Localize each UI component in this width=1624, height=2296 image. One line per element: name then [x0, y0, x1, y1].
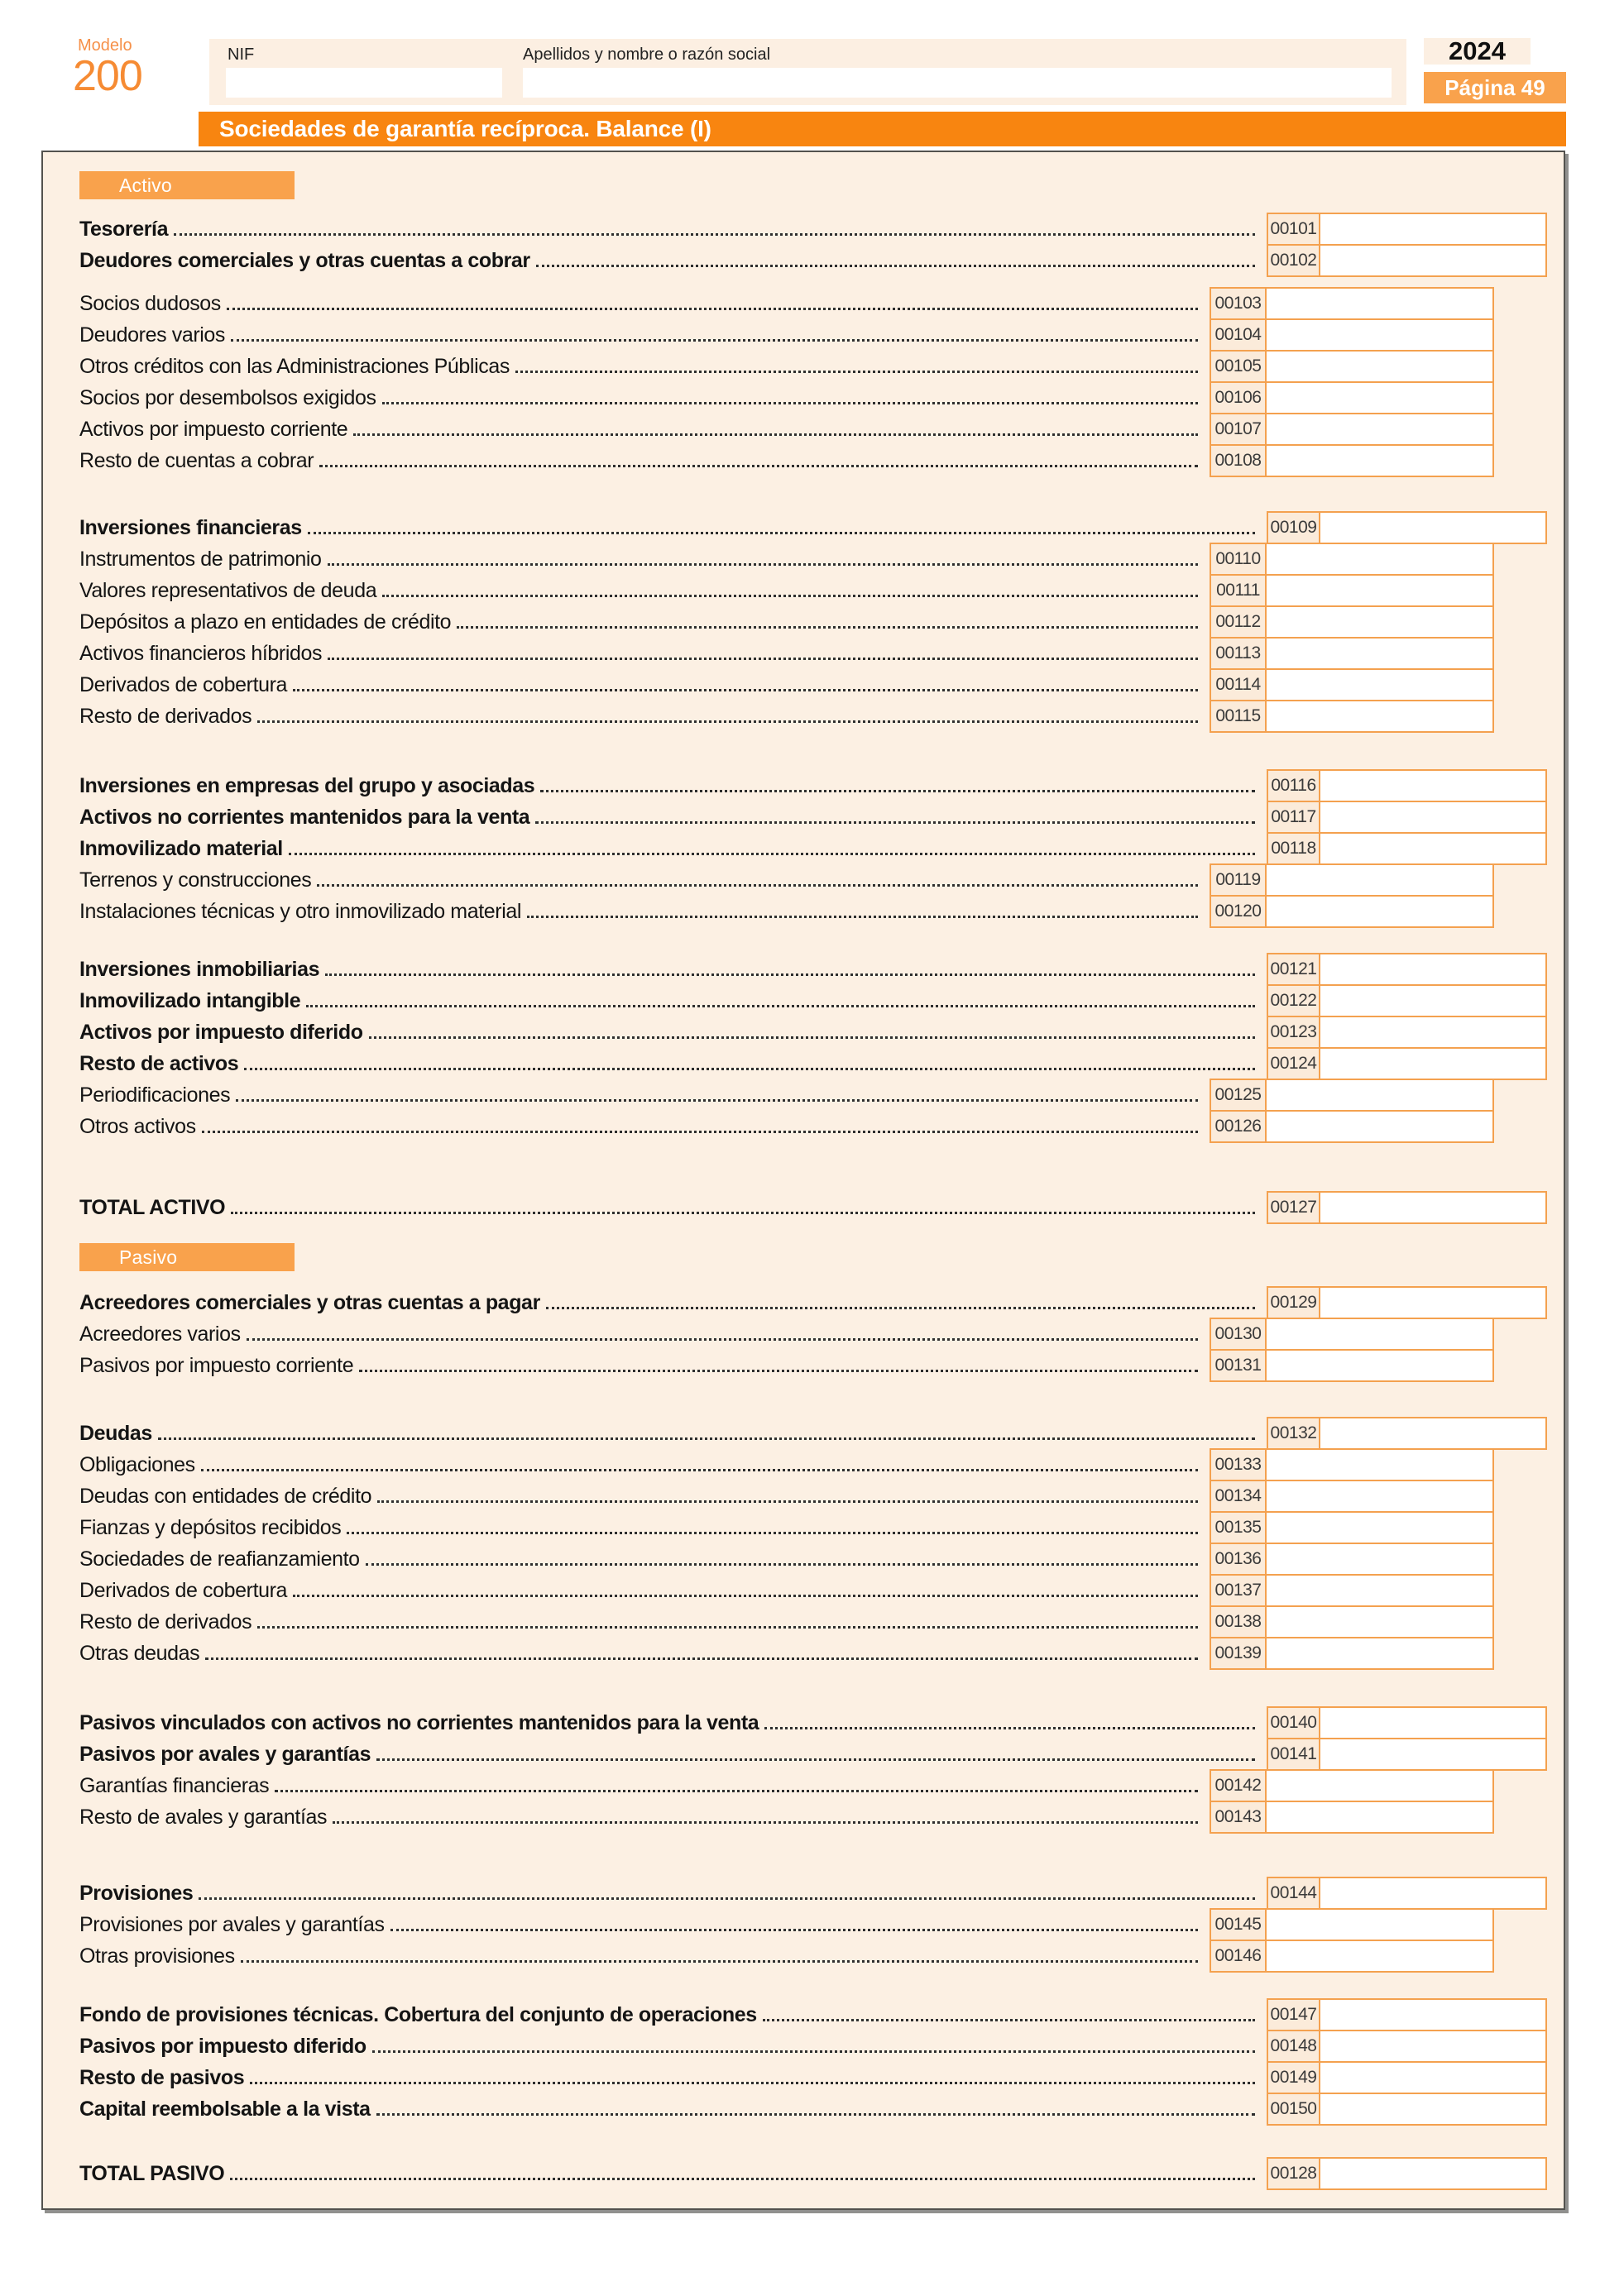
code-cell: 00134: [1210, 1480, 1267, 1513]
balance-row: [43, 668, 1564, 701]
code-cell: 00130: [1210, 1318, 1267, 1351]
dotted-leader: [293, 689, 1198, 691]
dotted-leader: [347, 1532, 1198, 1534]
form-title-banner: Sociedades de garantía recíproca. Balance (I): [199, 112, 1566, 146]
dotted-leader: [227, 308, 1198, 310]
code-cell: 00141: [1267, 1738, 1320, 1771]
row-label: Provisiones: [79, 1881, 194, 1905]
code-cell: 00106: [1210, 381, 1267, 414]
dotted-leader: [293, 1595, 1198, 1597]
row-label: Activos por impuesto corriente: [79, 417, 348, 441]
dotted-leader: [353, 433, 1198, 436]
row-label: Garantías financieras: [79, 1773, 270, 1797]
code-cell: 00137: [1210, 1574, 1267, 1607]
row-label: Deudores varios: [79, 323, 226, 347]
value-input[interactable]: [1320, 1016, 1547, 1049]
row-label: Activos por impuesto diferido: [79, 1020, 363, 1044]
value-input[interactable]: [1267, 444, 1494, 477]
row-label: Instalaciones técnicas y otro inmovilizado material: [79, 899, 522, 923]
dotted-leader: [382, 595, 1198, 597]
row-label: Acreedores comerciales y otras cuentas a pagar: [79, 1290, 540, 1314]
value-input[interactable]: [1320, 2157, 1547, 2190]
balance-row: [43, 574, 1564, 607]
code-cell: 00140: [1267, 1706, 1320, 1739]
row-label: Inmovilizado intangible: [79, 988, 301, 1012]
value-input[interactable]: [1267, 574, 1494, 607]
value-input[interactable]: [1267, 1908, 1494, 1941]
balance-row: [43, 1801, 1564, 1834]
name-label: Apellidos y nombre o razón social: [523, 45, 771, 64]
value-input[interactable]: [1267, 605, 1494, 639]
value-input[interactable]: [1267, 543, 1494, 576]
balance-row: [43, 213, 1564, 246]
value-input[interactable]: [1320, 213, 1547, 246]
code-cell: 00119: [1210, 863, 1267, 897]
balance-row: [43, 1016, 1564, 1049]
row-label: Deudores comerciales y otras cuentas a cobrar: [79, 248, 530, 272]
code-cell: 00150: [1267, 2093, 1320, 2126]
row-group: [43, 1417, 1564, 1670]
dotted-leader: [546, 1307, 1255, 1309]
value-input[interactable]: [1320, 2030, 1547, 2063]
value-input[interactable]: [1320, 1417, 1547, 1450]
code-cell: 00122: [1267, 984, 1320, 1017]
value-input[interactable]: [1320, 1706, 1547, 1739]
balance-row: [43, 984, 1564, 1017]
row-label: Socios dudosos: [79, 291, 221, 315]
balance-row: [43, 543, 1564, 576]
dotted-leader: [231, 339, 1198, 342]
row-label: Fianzas y depósitos recibidos: [79, 1515, 342, 1539]
balance-row: [43, 1998, 1564, 2031]
row-label: Pasivos por impuesto corriente: [79, 1353, 354, 1377]
value-input[interactable]: [1267, 1448, 1494, 1481]
dotted-leader: [241, 1960, 1198, 1963]
balance-row: [43, 1480, 1564, 1513]
row-group: [43, 2157, 1564, 2190]
value-input[interactable]: [1267, 1079, 1494, 1112]
value-input[interactable]: [1320, 1191, 1547, 1224]
value-input[interactable]: [1320, 984, 1547, 1017]
value-input[interactable]: [1267, 1801, 1494, 1834]
row-label: Resto de pasivos: [79, 2065, 245, 2089]
code-cell: 00132: [1267, 1417, 1320, 1450]
row-group: [43, 1998, 1564, 2126]
form-body: [43, 171, 1564, 2190]
row-label: Sociedades de reafianzamiento: [79, 1547, 360, 1571]
row-label: Otras deudas: [79, 1641, 200, 1665]
dotted-leader: [527, 916, 1198, 918]
row-label: Tesorería: [79, 217, 169, 241]
code-cell: 00127: [1267, 1191, 1320, 1224]
dotted-leader: [515, 371, 1198, 373]
balance-row: [43, 1605, 1564, 1638]
value-input[interactable]: [1320, 1877, 1547, 1910]
row-group: [43, 1877, 1564, 1973]
balance-row: [43, 1574, 1564, 1607]
value-input[interactable]: [1267, 413, 1494, 446]
value-input[interactable]: [1267, 700, 1494, 733]
value-input[interactable]: [1267, 1574, 1494, 1607]
balance-row: [43, 1047, 1564, 1080]
balance-row: [43, 350, 1564, 383]
page-number-badge: Página 49: [1424, 72, 1566, 103]
row-label: Derivados de cobertura: [79, 672, 288, 696]
dotted-leader: [376, 2113, 1255, 2116]
value-input[interactable]: [1267, 1511, 1494, 1544]
balance-row: [43, 1940, 1564, 1973]
name-input[interactable]: [523, 68, 1392, 98]
value-input[interactable]: [1267, 287, 1494, 320]
dotted-leader: [457, 626, 1198, 629]
value-input[interactable]: [1320, 2061, 1547, 2094]
dotted-leader: [199, 1897, 1255, 1900]
row-label: Inversiones inmobiliarias: [79, 957, 320, 981]
balance-row: [43, 413, 1564, 446]
value-input[interactable]: [1267, 350, 1494, 383]
dotted-leader: [536, 265, 1255, 267]
value-input[interactable]: [1320, 832, 1547, 865]
dotted-leader: [535, 821, 1255, 824]
dotted-leader: [763, 2019, 1255, 2021]
dotted-leader: [390, 1929, 1198, 1931]
code-cell: 00103: [1210, 287, 1267, 320]
code-cell: 00112: [1210, 605, 1267, 639]
dotted-leader: [202, 1131, 1198, 1133]
balance-row: [43, 1349, 1564, 1382]
balance-row: [43, 381, 1564, 414]
modelo-number: 200: [73, 52, 142, 100]
code-cell: 00101: [1267, 213, 1320, 246]
row-label: Periodificaciones: [79, 1083, 231, 1107]
dotted-leader: [275, 1790, 1198, 1792]
code-cell: 00118: [1267, 832, 1320, 865]
nif-input[interactable]: [226, 68, 502, 98]
dotted-leader: [376, 1758, 1255, 1761]
dotted-leader: [231, 1212, 1255, 1214]
dotted-leader: [540, 790, 1255, 792]
code-cell: 00139: [1210, 1637, 1267, 1670]
row-group: [43, 1706, 1564, 1834]
row-group: [43, 511, 1564, 733]
dotted-leader: [247, 1338, 1198, 1341]
dotted-leader: [369, 1036, 1255, 1039]
value-input[interactable]: [1320, 1047, 1547, 1080]
code-cell: 00102: [1267, 244, 1320, 277]
dotted-leader: [317, 884, 1198, 887]
row-label: Capital reembolsable a la vista: [79, 2097, 371, 2121]
row-label: Derivados de cobertura: [79, 1578, 288, 1602]
balance-row: [43, 1877, 1564, 1910]
code-cell: 00120: [1210, 895, 1267, 928]
row-label: Pasivos vinculados con activos no corrientes mantenidos para la venta: [79, 1710, 759, 1734]
balance-row: [43, 832, 1564, 865]
code-cell: 00117: [1267, 801, 1320, 834]
balance-row: [43, 2061, 1564, 2094]
value-input[interactable]: [1320, 1286, 1547, 1319]
code-cell: 00125: [1210, 1079, 1267, 1112]
row-label: Socios por desembolsos exigidos: [79, 385, 376, 409]
dotted-leader: [319, 465, 1198, 467]
balance-form-panel: [41, 151, 1565, 2210]
row-label: Otros créditos con las Administraciones Públicas: [79, 354, 510, 378]
balance-row: [43, 2157, 1564, 2190]
row-label: Activos no corrientes mantenidos para la venta: [79, 805, 530, 829]
code-cell: 00121: [1267, 953, 1320, 986]
row-label: Deudas: [79, 1421, 152, 1445]
value-input[interactable]: [1320, 1738, 1547, 1771]
balance-row: [43, 637, 1564, 670]
balance-row: [43, 1286, 1564, 1319]
dotted-leader: [201, 1469, 1198, 1471]
balance-row: [43, 444, 1564, 477]
balance-row: [43, 1511, 1564, 1544]
value-input[interactable]: [1320, 801, 1547, 834]
dotted-leader: [158, 1437, 1255, 1440]
balance-row: [43, 1543, 1564, 1576]
code-cell: 00145: [1210, 1908, 1267, 1941]
code-cell: 00109: [1267, 511, 1320, 544]
row-label: Deudas con entidades de crédito: [79, 1484, 372, 1508]
row-group: [43, 769, 1564, 928]
code-cell: 00148: [1267, 2030, 1320, 2063]
dotted-leader: [257, 720, 1198, 723]
dotted-leader: [764, 1727, 1255, 1729]
dotted-leader: [308, 532, 1255, 534]
balance-row: [43, 1908, 1564, 1941]
code-cell: 00124: [1267, 1047, 1320, 1080]
balance-row: [43, 1637, 1564, 1670]
code-cell: 00143: [1210, 1801, 1267, 1834]
dotted-leader: [250, 2082, 1255, 2084]
code-cell: 00116: [1267, 769, 1320, 802]
balance-row: [43, 1191, 1564, 1224]
dotted-leader: [382, 402, 1198, 404]
value-input[interactable]: [1320, 953, 1547, 986]
value-input[interactable]: [1267, 668, 1494, 701]
row-group: [43, 213, 1564, 277]
dotted-leader: [257, 1626, 1198, 1629]
row-group: [43, 1286, 1564, 1382]
dotted-leader: [205, 1657, 1198, 1660]
dotted-leader: [366, 1563, 1198, 1566]
balance-row: [43, 1769, 1564, 1802]
code-cell: 00128: [1267, 2157, 1320, 2190]
balance-row: [43, 700, 1564, 733]
code-cell: 00129: [1267, 1286, 1320, 1319]
code-cell: 00105: [1210, 350, 1267, 383]
row-label: Inmovilizado material: [79, 836, 283, 860]
code-cell: 00104: [1210, 318, 1267, 352]
row-label: Fondo de provisiones técnicas. Cobertura del conjunto de operaciones: [79, 2002, 757, 2026]
balance-row: [43, 318, 1564, 352]
value-input[interactable]: [1320, 1998, 1547, 2031]
value-input[interactable]: [1267, 1940, 1494, 1973]
code-cell: 00144: [1267, 1877, 1320, 1910]
code-cell: 00110: [1210, 543, 1267, 576]
row-label: TOTAL PASIVO: [79, 2161, 225, 2185]
row-label: Otros activos: [79, 1114, 196, 1138]
dotted-leader: [333, 1821, 1198, 1824]
row-label: Otras provisiones: [79, 1944, 235, 1968]
value-input[interactable]: [1267, 637, 1494, 670]
dotted-leader: [328, 658, 1198, 660]
dotted-leader: [289, 853, 1255, 855]
value-input[interactable]: [1320, 769, 1547, 802]
balance-row: [43, 769, 1564, 802]
code-cell: 00147: [1267, 1998, 1320, 2031]
balance-row: [43, 2093, 1564, 2126]
dotted-leader: [236, 1099, 1198, 1102]
code-cell: 00115: [1210, 700, 1267, 733]
code-cell: 00149: [1267, 2061, 1320, 2094]
row-label: Valores representativos de deuda: [79, 578, 377, 602]
row-label: Pasivos por avales y garantías: [79, 1742, 371, 1766]
code-cell: 00107: [1210, 413, 1267, 446]
code-cell: 00108: [1210, 444, 1267, 477]
value-input[interactable]: [1267, 1637, 1494, 1670]
balance-row: [43, 801, 1564, 834]
value-input[interactable]: [1267, 1543, 1494, 1576]
balance-row: [43, 605, 1564, 639]
row-label: Inversiones en empresas del grupo y asociadas: [79, 773, 535, 797]
code-cell: 00133: [1210, 1448, 1267, 1481]
value-input[interactable]: [1267, 1605, 1494, 1638]
dotted-leader: [328, 563, 1198, 566]
row-label: Depósitos a plazo en entidades de crédito: [79, 610, 452, 634]
row-label: Instrumentos de patrimonio: [79, 547, 322, 571]
row-label: Resto de activos: [79, 1051, 239, 1075]
code-cell: 00113: [1210, 637, 1267, 670]
value-input[interactable]: [1267, 318, 1494, 352]
value-input[interactable]: [1267, 1769, 1494, 1802]
row-label: Resto de cuentas a cobrar: [79, 448, 314, 472]
value-input[interactable]: [1267, 381, 1494, 414]
balance-row: [43, 953, 1564, 986]
row-label: TOTAL ACTIVO: [79, 1195, 226, 1219]
dotted-leader: [325, 973, 1255, 976]
row-label: Inversiones financieras: [79, 515, 302, 539]
row-label: Pasivos por impuesto diferido: [79, 2034, 366, 2058]
balance-row: [43, 895, 1564, 928]
code-cell: 00146: [1210, 1940, 1267, 1973]
row-label: Terrenos y construcciones: [79, 868, 312, 892]
row-group: [43, 287, 1564, 477]
code-cell: 00135: [1210, 1511, 1267, 1544]
value-input[interactable]: [1320, 511, 1547, 544]
value-input[interactable]: [1267, 895, 1494, 928]
balance-row: [43, 1079, 1564, 1112]
value-input[interactable]: [1267, 1110, 1494, 1143]
dotted-leader: [244, 1068, 1255, 1070]
row-label: Activos financieros híbridos: [79, 641, 323, 665]
balance-row: [43, 511, 1564, 544]
year-box: 2024: [1424, 38, 1531, 65]
dotted-leader: [174, 233, 1255, 236]
value-input[interactable]: [1320, 244, 1547, 277]
dotted-leader: [359, 1370, 1198, 1372]
row-label: Obligaciones: [79, 1452, 195, 1476]
code-cell: 00111: [1210, 574, 1267, 607]
balance-row: [43, 1448, 1564, 1481]
balance-row: [43, 1110, 1564, 1143]
balance-row: [43, 2030, 1564, 2063]
code-cell: 00123: [1267, 1016, 1320, 1049]
code-cell: 00142: [1210, 1769, 1267, 1802]
nif-label: NIF: [228, 45, 255, 64]
dotted-leader: [306, 1005, 1255, 1007]
balance-row: [43, 1738, 1564, 1771]
code-cell: 00114: [1210, 668, 1267, 701]
balance-row: [43, 1417, 1564, 1450]
balance-row: [43, 287, 1564, 320]
code-cell: 00131: [1210, 1349, 1267, 1382]
balance-row: [43, 863, 1564, 897]
section-badge-pasivo: Pasivo: [79, 1243, 295, 1271]
row-group: [43, 953, 1564, 1143]
section-badge-activo: Activo: [79, 171, 295, 199]
dotted-leader: [377, 1500, 1198, 1503]
balance-row: [43, 244, 1564, 277]
code-cell: 00126: [1210, 1110, 1267, 1143]
value-input[interactable]: [1267, 1349, 1494, 1382]
code-cell: 00138: [1210, 1605, 1267, 1638]
row-label: Resto de derivados: [79, 1610, 252, 1634]
modelo-label: Modelo: [78, 36, 132, 55]
balance-row: [43, 1318, 1564, 1351]
value-input[interactable]: [1267, 1480, 1494, 1513]
row-label: Resto de avales y garantías: [79, 1805, 328, 1829]
value-input[interactable]: [1267, 1318, 1494, 1351]
row-label: Provisiones por avales y garantías: [79, 1912, 385, 1936]
row-group: [43, 1191, 1564, 1224]
value-input[interactable]: [1320, 2093, 1547, 2126]
dotted-leader: [230, 2178, 1255, 2180]
row-label: Acreedores varios: [79, 1322, 241, 1346]
value-input[interactable]: [1267, 863, 1494, 897]
balance-row: [43, 1706, 1564, 1739]
row-label: Resto de derivados: [79, 704, 252, 728]
dotted-leader: [372, 2050, 1255, 2053]
code-cell: 00136: [1210, 1543, 1267, 1576]
